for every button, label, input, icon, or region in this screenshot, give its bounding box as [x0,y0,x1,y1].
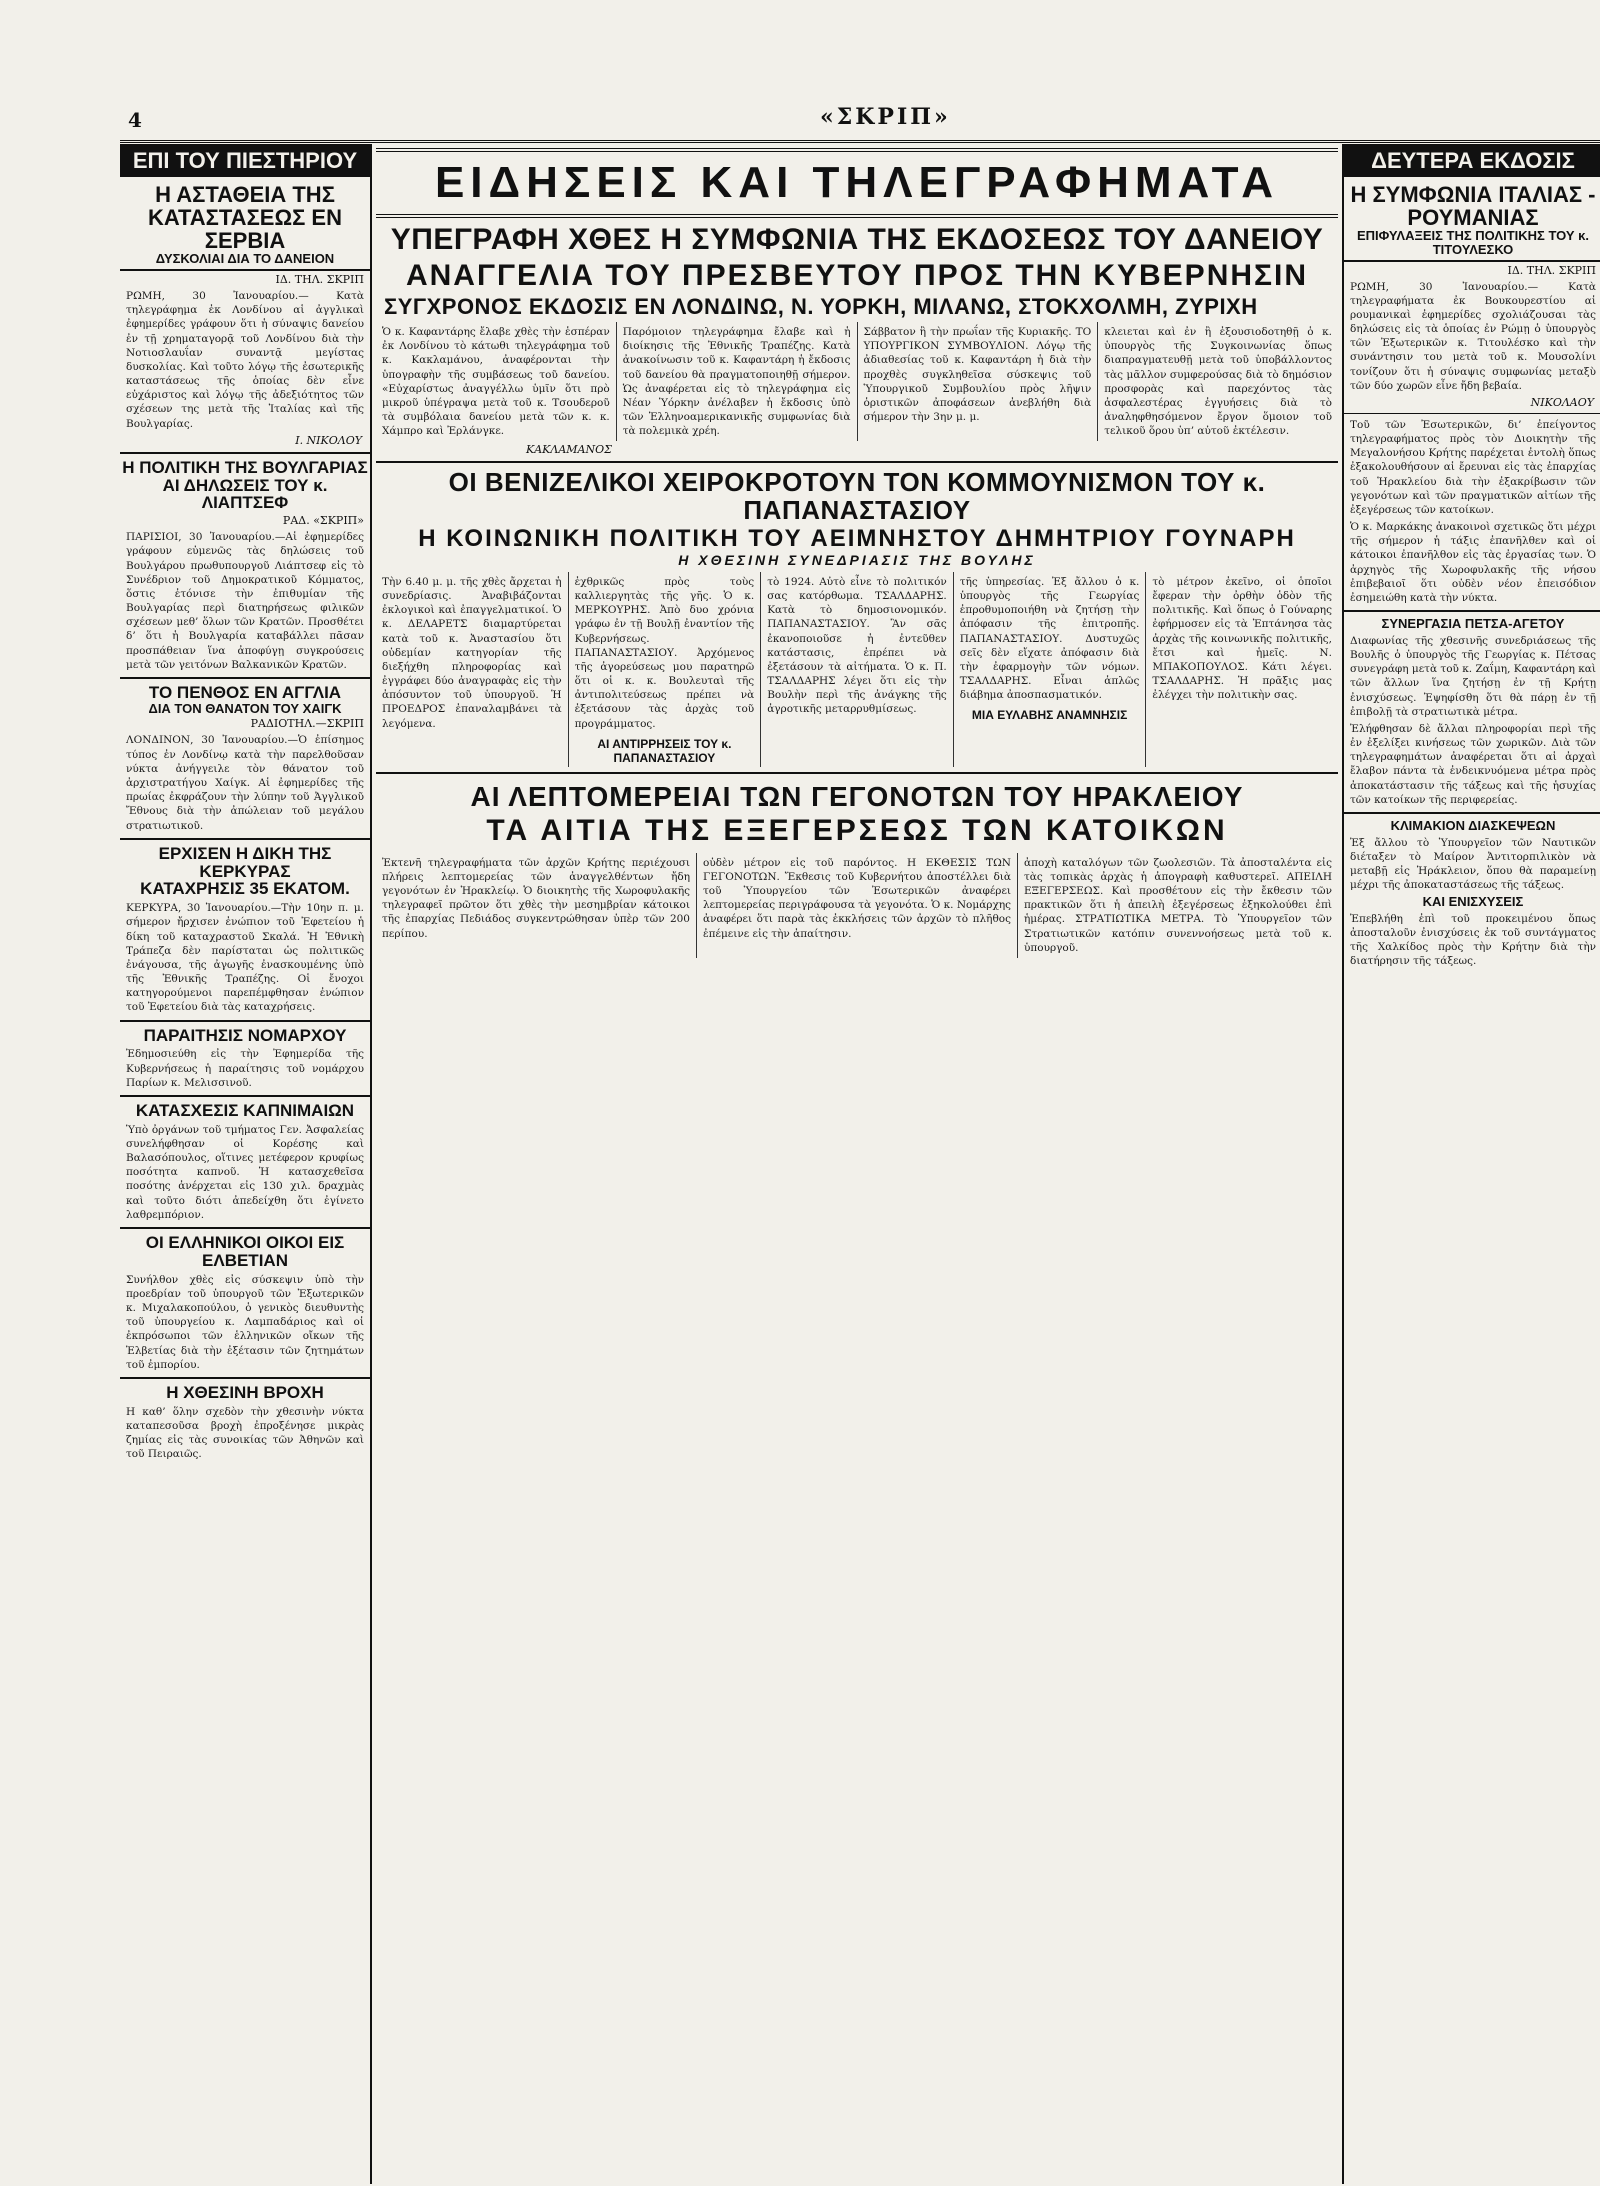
divider [376,772,1338,774]
article-body: ἐχθρικῶς πρὸς τοὺς καλλιεργητὰς τῆς γῆς. Ὁ κ. ΜΕΡΚΟΥΡΗΣ. Ἀπὸ δυο χρόνια γράφω ἐν τῇ Βουλῇ ἐναντίον τῆς Κυβερνήσεως. ΠΑΠΑΝΑΣΤΑΣΙΟΥ. Ἀρχόμενος τῆς ἀγορεύσεως μου παρατηρῶ ὅτι οἱ κ. κ. Βουλευταὶ τῆς ἀντιπολιτεύσεως πρέπει νὰ ἐξετάσουν τὰς ἀρχὰς τοῦ προγράμματος. [574,575,755,730]
article-body: Ἐκτενῆ τηλεγραφήματα τῶν ἀρχῶν Κρήτης περιέχουσι πλήρεις λεπτομερείας τῶν ἀναγγελθέντων ἤδη γεγονότων ἐν Ἡρακλείῳ. Ὁ διοικητὴς τῆς Χωροφυλακῆς τηλεγραφεῖ πρῶτον ὅτι χθὲς τὴν μεσημβρίαν κάτοικοι τῆς ἐπαρχίας Πεδιάδος συγκεντρώθησαν ὑπὲρ τῶν 200 περίπου. [382,856,690,940]
article-body: Ἐδημοσιεύθη εἰς τὴν Ἐφημερίδα τῆς Κυβερνήσεως ἡ παραίτησις τοῦ νομάρχου Παρίων κ. Μελισσινοῦ. [126,1048,364,1089]
article-body: Ὁ κ. Μαρκάκης ἀνακοινοὶ σχετικῶς ὅτι μέχρι τῆς σήμερον ἡ τάξις ἐπανῆλθεν καὶ οἱ κάτοικοι ἐπανῆλθον εἰς τὰς ἐργασίας των. Ὁ ἀρχηγὸς τῆς Χωροφυλακῆς τῆς νήσου ἐπιβεβαιοῖ ὅτι οὐδὲν νέον ἐπεισόδιον ἐσημειώθη κατὰ τὴν νύκτα. [1350,521,1596,604]
article-subheading: ΑΙ ΑΝΤΙΡΡΗΣΕΙΣ ΤΟΥ κ. ΠΑΠΑΝΑΣΤΑΣΙΟΥ [597,736,732,765]
divider [1344,812,1600,814]
article-body: ΛΟΝΔΙΝΟΝ, 30 Ἰανουαρίου.—Ὁ ἐπίσημος τύπος ἐν Λονδίνῳ κατὰ τὴν παρελθοῦσαν νύκτα ἀνήγγειλε τὸν θάνατον τοῦ ἀρχιστρατήγου Χαίγκ. Αἱ ἐφημερίδες τῆς πρωίας ἐκφράζουν τὴν λύπην τοῦ Ἀγγλικοῦ Ἔθνους διὰ τὴν ἀπώλειαν τοῦ μεγάλου στρατιωτικοῦ. [126,734,364,832]
divider [120,1227,370,1229]
article-headline: ΚΑΤΑΣΧΕΣΙΣ ΚΑΠΝΙΜΑΙΩΝ [135,1100,355,1120]
article-headline: ΠΑΡΑΙΤΗΣΙΣ ΝΟΜΑΡΧΟΥ [143,1025,347,1045]
page-number: 4 [128,108,142,132]
article-headline: ΕΡΧΙΣΕΝ Η ΔΙΚΗ ΤΗΣ ΚΕΡΚΥΡΑΣ [158,843,332,881]
article-subheadline: ΑΙ ΔΗΛΩΣΕΙΣ ΤΟΥ κ. ΛΙΑΠΤΣΕΦ [162,475,328,513]
article-body: ΠΑΡΙΣΙΟΙ, 30 Ἰανουαρίου.—Αἱ ἐφημερίδες γράφουν εὐμενῶς τὰς δηλώσεις τοῦ Βουλγάρου πρωθυπουργοῦ Λιάπτσεφ εἰς τὸ Συνέδριον τοῦ Δημοκρατικοῦ Κόμματος, ὅστις ἐτόνισε τὴν ἐπιθυμίαν τῆς Βουλγαρίας περὶ διατηρήσεως φιλικῶν σχέσεων μεθ’ ὅλων τῶν Κρατῶν. Προσθέτει δ’ ὅτι ἡ Βουλγαρία καταβάλλει πᾶσαν προσπάθειαν ἵνα ἀποφύγῃ συγκρούσεις μετὰ τῶν γειτόνων Βαλκανικῶν Κρατῶν. [126,531,364,671]
text-column [376,853,697,958]
article-headline: ΟΙ ΒΕΝΙΖΕΛΙΚΟΙ ΧΕΙΡΟΚΡΟΤΟΥΝ ΤΟΝ ΚΟΜΜΟΥΝΙΣΜΟΝ ΤΟΥ κ. ΠΑΠΑΝΑΣΤΑΣΙΟΥ [448,467,1266,525]
article-subheadline: ΕΠΙΦΥΛΑΞΕΙΣ ΤΗΣ ΠΟΛΙΤΙΚΗΣ ΤΟΥ κ. ΤΙΤΟΥΛΕΣΚΟ [1344,229,1600,261]
section-banner [376,148,1338,218]
divider [376,461,1338,463]
text-column [761,572,954,767]
text-column [569,572,762,767]
article-body: Διαφωνίας τῆς χθεσινῆς συνεδριάσεως τῆς Βουλῆς ὁ ὑπουργὸς τῆς Γεωργίας κ. Πέτσας συνεγράφη μετὰ τοῦ κ. Ζαΐμη, Καφαντάρη καὶ τῶν ἄλλων ἵνα ζητήσῃ ἐν τῇ Κρήτῃ ἐνισχύσεως. Ἐψηφίσθη ὅτι θὰ πάρῃ ἐν τῇ ἐπιβολῇ τὰ στρατιωτικὰ μέτρα. [1350,634,1597,718]
article-body: Ὑπὸ ὀργάνων τοῦ τμήματος Γεν. Ἀσφαλείας συνελήφθησαν οἱ Κορέσης καὶ Βαλασόπουλος, οἵτινες μετέφερον κρυφίως ποσότητα καπνοῦ. Ἡ κατασχεθεῖσα ποσότης ἀνέρχεται εἰς 130 χιλ. δραχμὰς καὶ τοῦτο διότι ἀπεδείχθη ὅτι ἐγίνετο λαθρεμπόριον. [126,1123,364,1221]
masthead [120,100,1600,143]
article-signature: Ι. ΝΙΚΟΛΟΥ [295,433,362,447]
lead-headline: ΥΠΕΓΡΑΦΗ ΧΘΕΣ Η ΣΥΜΦΩΝΙΑ ΤΗΣ ΕΚΔΟΣΕΩΣ ΤΟΥ ΔΑΝΕΙΟΥ [390,223,1324,256]
article-body: ΚΕΡΚΥΡΑ, 30 Ἰανουαρίου.—Τὴν 10ην π. μ. σήμερον ἤρχισεν ἐνώπιον τοῦ Ἐφετείου ἡ δίκη τοῦ καταχραστοῦ Σκαλά. Ἡ Ἐθνικὴ Τράπεζα δὲν παρίσταται ὡς πολιτικῶς ἐνάγουσα, τῆς ἀγωγῆς ἐνασκουμένης ὑπὸ τῆς Ἐθνικῆς Τραπέζης. Οἱ ἔνοχοι κατηγορούμενοι παρεπέμφθησαν ἐνώπιον τοῦ Ἐφετείου διὰ τὰς καταχρήσεις. [126,902,364,1014]
lead-dateline: ΣΥΓΧΡΟΝΟΣ ΕΚΔΟΣΙΣ ΕΝ ΛΟΝΔΙΝΩ, Ν. ΥΟΡΚΗ, ΜΙΛΑΝΩ, ΣΤΟΚΧΟΛΜΗ, ΖΥΡΙΧΗ [384,294,1258,319]
article-body: ἀποχὴ καταλόγων τῶν ζωολεσιῶν. Τὰ ἀποσταλέντα εἰς τὰς τοπικὰς ἀρχὰς ἡ ἀπογραφὴ καθυστερεῖ. ΑΠΕΙΛΗ ΕΞΕΓΕΡΣΕΩΣ. Καὶ προσθέτουν εἰς τὴν ἔκθεσιν τῶν πρακτικῶν ὅτι ἡ ἀπειλὴ ἐξεγέρσεως ἐξηκολούθει ἐπὶ ἡμέρας. ΣΤΡΑΤΙΩΤΙΚΑ ΜΕΤΡΑ. Τὸ Ὑπουργεῖον τῶν Στρατιωτικῶν κατόπιν συνεννοήσεως μετὰ τοῦ κ. ὑπουργοῦ. [1024,856,1332,954]
article-signature: ΚΑΚΛΑΜΑΝΟΣ [526,443,612,457]
left-column [120,144,372,2184]
article-body: Τοῦ τῶν Ἐσωτερικῶν, δι’ ἐπείγοντος τηλεγραφήματος πρὸς τὸν Διοικητὴν τῆς Μεγαλονήσου Κρήτης παρέχεται ἐντολὴ ὅπως ἐξακολουθήσουν αἱ ἔρευναι εἰς τὰς ἐπαρχίας τοῦ Ἡρακλείου διὰ τὴν ἐξακρίβωσιν τῶν γεγονότων καὶ τῶν πραγματικῶν αἰτίων τῆς ἐξεγέρσεως τῶν κατοίκων. [1350,418,1596,516]
article-subheadline: Η ΚΟΙΝΩΝΙΚΗ ΠΟΛΙΤΙΚΗ ΤΟΥ ΑΕΙΜΝΗΣΤΟΥ ΔΗΜΗΤΡΙΟΥ ΓΟΥΝΑΡΗ [418,525,1296,553]
article-body: τὸ μέτρον ἐκεῖνο, οἱ ὁποῖοι ἔφεραν τὴν ὀρθὴν ὁδὸν τῆς πολιτικῆς. Καὶ ὅπως ὁ Γούναρης ἐφήρμοσεν εἰς τὰ Ἐπτάνησα τὰς ἀρχὰς τῆς κοινωνικῆς πολιτικῆς, ἔτσι καὶ ἡμεῖς. Ν. ΜΠΑΚΟΠΟΥΛΟΣ. Κάτι λέγει. ΤΣΑΛΔΑΡΗΣ. Ἡ πρᾶξις μας ἐλέγχει τὴν πολιτικὴν σας. [1152,575,1332,702]
article-byline: ΙΔ. ΤΗΛ. ΣΚΡΙΠ [1507,263,1596,277]
divider [120,1377,370,1379]
crete-article-columns [376,853,1338,958]
text-column [376,572,569,767]
text-column [1146,572,1338,767]
loan-article-columns [376,322,1338,441]
text-column [1098,322,1338,441]
article-headline: Η ΧΘΕΣΙΝΗ ΒΡΟΧΗ [166,1382,324,1402]
section-banner-title: ΕΙΔΗΣΕΙΣ ΚΑΙ ΤΗΛΕΓΡΑΦΗΜΑΤΑ [434,157,1280,207]
center-column [376,144,1338,2184]
article-headline: ΣΥΝΕΡΓΑΣΙΑ ΠΕΤΣΑ-ΑΓΕΤΟΥ [1381,616,1565,632]
article-subheadline: ΤΑ ΑΙΤΙΑ ΤΗΣ ΕΞΕΓΕΡΣΕΩΣ ΤΩΝ ΚΑΤΟΙΚΩΝ [486,814,1228,848]
article-body: τὸ 1924. Αὐτὸ εἶνε τὸ πολιτικόν σας κατόρθωμα. ΤΣΑΛΔΑΡΗΣ. Κατὰ τὸ δημοσιονομικόν. ΠΑΠΑΝΑΣΤΑΣΙΟΥ. Ἂν σᾶς ἐκανοποιοῦσε ἡ ἐντεῦθεν κατάστασις, ἐπρέπει νὰ ἐξετάσουν τὰ αἰτήματα. Ὁ κ. Π. ΤΣΑΛΔΑΡΗΣ λέγει ὅτι εἰς τὴν Βουλὴν περὶ τῆς ἀνάγκης τῆς ἀγροτικῆς μεταρρυθμίσεως. [767,575,947,716]
parliament-article-columns [376,572,1338,767]
article-body: Παρόμοιον τηλεγράφημα ἔλαβε καὶ ἡ διοίκησις τῆς Ἐθνικῆς Τραπέζης. Κατὰ ἀνακοίνωσιν τοῦ κ. Καφαντάρη ἡ ἔκδοσις τοῦ δανείου θὰ πραγματοποιηθῇ σήμερον. Ὡς ἀναφέρεται εἰς τὸ τηλεγράφημα εἰς Νέαν Ὑόρκην ἀνέλαβεν ἡ ἔκδοσις ὑπὸ τῶν Ἑλληνοαμερικανικῆς συμφωνίας διὰ τὰ πολεμικὰ χρέη. [622,326,851,438]
article-body: Ἐλήφθησαν δὲ ἄλλαι πληροφορίαι περὶ τῆς ἐν ἐξελίξει κινήσεως τῶν χωρικῶν. Διὰ τῶν τηλεγραφημάτων ἀναφέρεται ὅτι αἱ ἀρχαὶ ἔλαβον πάντα τὰ ἐνδεικνυόμενα μέτρα πρὸς ἀποκατάστασιν τῆς τάξεως καὶ τῆς ἡσυχίας τῶν κατοίκων τῆς περιφερείας. [1350,722,1596,806]
right-column [1342,144,1600,2184]
divider [120,1020,370,1022]
text-column [697,853,1018,958]
divider [1344,413,1600,414]
article-subheading: ΜΙΑ ΕΥΛΑΒΗΣ ΑΝΑΜΝΗΣΙΣ [971,708,1128,723]
article-body: κλειεται καὶ ἐν ἢ ἐξουσιοδοτηθῇ ὁ κ. ὑπουργὸς τῆς Συγκοινωνίας ὅπως διαπραγματευθῇ μετὰ τοῦ ὑποβάλλοντος τὰς μᾶλλον συμφερούσας διὰ τὸ δημόσιον προσφορὰς καὶ παρεχόντος τὰς ἀσφαλεστέρας ἐγγυήσεις διὰ τὸ ἀναληφθησόμενον ἔργον ὅμοιον τοῦ τελικοῦ ὅρου ὑπ’ αὐτοῦ ἐκτέλεσιν. [1104,326,1332,438]
divider [120,1095,370,1097]
article-headline: Η ΠΟΛΙΤΙΚΗ ΤΗΣ ΒΟΥΛΓΑΡΙΑΣ [122,457,368,477]
paper-name: «ΣΚΡΙΠ» [820,104,951,130]
article-headline: Η ΑΣΤΑΘΕΙΑ ΤΗΣ ΚΑΤΑΣΤΑΣΕΩΣ ΕΝ ΣΕΡΒΙΑ [148,182,342,254]
right-section-title: ΔΕΥΤΕΡΑ ΕΚΔΟΣΙΣ [1344,144,1600,177]
article-headline: ΑΙ ΛΕΠΤΟΜΕΡΕΙΑΙ ΤΩΝ ΓΕΓΟΝΟΤΩΝ ΤΟΥ ΗΡΑΚΛΕΙΟΥ [470,780,1244,812]
article-body: Ἐπεβλήθη ἐπὶ τοῦ προκειμένου ὅπως ἀποσταλοῦν ἐνισχύσεις ἐκ τοῦ συντάγματος τῆς Χαλκίδος πρὸς τὴν Κρήτην διὰ τὴν διατήρησιν τῆς τάξεως. [1350,912,1596,968]
article-body: Συνήλθον χθὲς εἰς σύσκεψιν ὑπὸ τὴν προεδρίαν τοῦ ὑπουργοῦ τῶν Ἐξωτερικῶν κ. Μιχαλακοπούλου, ὁ γενικὸς διευθυντὴς τοῦ ὑπουργείου κ. Λαμπαδάριος καὶ οἱ ἐκπρόσωποι τῶν ἑλληνικῶν οἴκων τῆς Ἑλβετίας διὰ τὴν ἐξέτασιν τῶν ζητημάτων τοῦ ἐμπορίου. [126,1273,364,1371]
article-byline: ΙΔ. ΤΗΛ. ΣΚΡΙΠ [275,273,364,287]
article-subheadline: ΔΙΑ ΤΟΝ ΘΑΝΑΤΟΝ ΤΟΥ ΧΑΙΓΚ [148,700,342,716]
divider [120,838,370,840]
article-subheadline: ΚΑΤΑΧΡΗΣΙΣ 35 ΕΚΑΤΟΜ. [140,879,350,899]
article-subheadline: ΔΥΣΚΟΛΙΑΙ ΔΙΑ ΤΟ ΔΑΝΕΙΟΝ [120,252,370,271]
text-column [858,322,1099,441]
article-headline: ΚΑΙ ΕΝΙΣΧΥΣΕΙΣ [1422,894,1524,910]
text-column [376,322,617,441]
article-body: Τὴν 6.40 μ. μ. τῆς χθὲς ἄρχεται ἡ συνεδρίασις. Ἀναβιβάζονται ἐκλογικοὶ καὶ ἐπαγγελματικοί. Ὁ κ. ΔΕΛΑΡΕΤΣ διαμαρτύρεται κατὰ τοῦ κ. Ἀναστασίου ὅτι οὐδεμίαν κατηγορίαν τῆς διεξήχθη πληροφορίας καὶ ἐγγράφει δύο ἀναγραφὰς εἰς τὴν ἀπόσυντον τοῦ ὑπουργοῦ. Ἡ ΠΡΟΕΔΡΟΣ ἐπαναλαμβάνει τὰ λεγόμενα. [382,575,562,730]
text-column [954,572,1147,767]
article-body: ΡΩΜΗ, 30 Ἰανουαρίου.— Κατὰ τηλεγράφημα ἐκ Λονδίνου αἱ ἀγγλικαὶ ἐφημερίδες γράφουν ὅτι ἡ σύναψις δανείου ἐν τῇ χρηματαγορᾷ τοῦ Λονδίνου διὰ τὴν Νοτιοσλαυΐαν συναντᾷ μεγίστας δυσκολίας. Καὶ τοῦτο λόγῳ τῆς ἐσωτερικῆς καταστάσεως τῆς ὁποίας δὲν εἶνε εὐχάριστος καὶ λόγῳ τῆς ἀδεξιότητος τῶν σχέσεων της μετὰ τῆς Ἰταλίας καὶ τῆς Βουλγαρίας. [126,290,364,430]
article-signature: ΝΙΚΟΛΑΟΥ [1530,395,1594,409]
divider [120,452,370,454]
article-body: Ὁ κ. Καφαντάρης ἔλαβε χθὲς τὴν ἑσπέραν ἐκ Λονδίνου τὸ κάτωθι τηλεγράφημα τοῦ κ. Κακλαμάνου, ἀναφέρονται τὴν ὑπογραφὴν τῆς συμβάσεως τοῦ δανείου. «Εὐχαρίστως ἀναγγέλλω ὑμῖν ὅτι πρὸ μικροῦ ὑπέγραψα μετὰ τοῦ κ. Τσουδεροῦ τὰ συμβόλαια δανείου μετὰ τῶν κ. κ. Χάμπρο καὶ Ἐρλάνγκε. [382,326,610,438]
article-body: Σάββατον ἢ τὴν πρωΐαν τῆς Κυριακῆς. ΤΟ ΥΠΟΥΡΓΙΚΟΝ ΣΥΜΒΟΥΛΙΟΝ. Λόγῳ τῆς ἀδιαθεσίας τοῦ κ. Καφαντάρη ἡ διὰ τὴν προχθὲς συγκληθεῖσα σύσκεψις τοῦ Ὑπουργικοῦ Συμβουλίου πρὸς λῆψιν ὁριστικῶν ἀποφάσεων ἀνεβλήθη διὰ σήμερον τὴν 3ην μ. μ. [863,326,1092,424]
article-body: Ἐξ ἄλλου τὸ Ὑπουργεῖον τῶν Ναυτικῶν διέταξεν τὸ Μαίρον Ἀντιτορπιλικὸν νὰ μεταβῇ εἰς Ἡράκλειον, ὅπου θὰ παραμείνῃ μέχρι τῆς ἀποκαταστάσεως τῆς τάξεως. [1350,836,1596,892]
article-kicker: Η ΧΘΕΣΙΝΗ ΣΥΝΕΔΡΙΑΣΙΣ ΤΗΣ ΒΟΥΛΗΣ [678,552,1036,569]
divider [120,677,370,679]
article-headline: ΚΛΙΜΑΚΙΟΝ ΔΙΑΣΚΕΨΕΩΝ [1390,817,1556,833]
article-byline: ΡΑΔΙΟΤΗΛ.—ΣΚΡΙΠ [250,717,364,731]
text-column [1018,853,1338,958]
lead-subheadline: ΑΝΑΓΓΕΛΙΑ ΤΟΥ ΠΡΕΣΒΕΥΤΟΥ ΠΡΟΣ ΤΗΝ ΚΥΒΕΡΝΗΣΙΝ [405,258,1309,292]
text-column [617,322,858,441]
article-body: Η καθ’ ὅλην σχεδὸν τὴν χθεσινὴν νύκτα καταπεσοῦσα βροχὴ ἐπροξένησε μικρὰς ζημίας εἰς τὰς συνοικίας τῶν Ἀθηνῶν καὶ τοῦ Πειραιῶς. [126,1405,364,1461]
article-body: τῆς ὑπηρεσίας. Ἐξ ἄλλου ὁ κ. ὑπουργὸς τῆς Γεωργίας ἐπροθυμοποιήθη νὰ ζητήσῃ τὴν ἀπόφασιν τῆς ἐπιτροπῆς. ΠΑΠΑΝΑΣΤΑΣΙΟΥ. Δυστυχῶς σεῖς δὲν εἴχατε ἀπόφασιν διὰ τὴν ἐφαρμογὴν τῶν νόμων. ΤΣΑΛΔΑΡΗΣ. Εἶναι ἁπλῶς διάβημα ἀποσπασματικόν. [959,575,1140,702]
divider [1344,610,1600,612]
article-headline: Η ΣΥΜΦΩΝΙΑ ΙΤΑΛΙΑΣ - ΡΟΥΜΑΝΙΑΣ [1350,182,1596,231]
article-body: οὐδὲν μέτρον εἰς τοῦ παρόντος. Η ΕΚΘΕΣΙΣ ΤΩΝ ΓΕΓΟΝΟΤΩΝ. Ἔκθεσις τοῦ Κυβερνήτου ἀποστέλλει διὰ τοῦ Ὑπουργείου τῶν Ἐσωτερικῶν ἀναφέρει λεπτομερείας περιγράφουσα τὰ γεγονότα. Ὁ κ. Νομάρχης ἀναφέρει ὅτι παρὰ τὰς ἐκκλήσεις τῶν ἀρχῶν τὸ πλῆθος ἐπέμεινε εἰς τὴν ἀπαίτησιν. [703,856,1011,940]
article-byline: ΡΑΔ. «ΣΚΡΙΠ» [282,514,364,528]
left-section-title: ΕΠΙ ΤΟΥ ΠΙΕΣΤΗΡΙΟΥ [120,144,370,177]
article-headline: ΤΟ ΠΕΝΘΟΣ ΕΝ ΑΓΓΛΙΑ [148,682,342,702]
article-headline: ΟΙ ΕΛΛΗΝΙΚΟΙ ΟΙΚΟΙ ΕΙΣ ΕΛΒΕΤΙΑΝ [145,1232,345,1270]
article-body: ΡΩΜΗ, 30 Ἰανουαρίου.— Κατὰ τηλεγραφήματα ἐκ Βουκουρεστίου αἱ ρουμανικαὶ ἐφημερίδες σχολιάζουσαι τὰς δηλώσεις εἰς τὰ ὁποίας ἐν Ρώμῃ ὁ ὑπουργὸς τῶν Ἐξωτερικῶν κ. Τιτουλέσκο καὶ τὴν συνάντησιν του μετὰ τοῦ κ. Μουσολίνι τονίζουν ὅτι ἡ σύναψις συμφωνίας μεταξὺ τῶν δύο χωρῶν εἶνε ἤδη βεβαία. [1350,280,1596,392]
